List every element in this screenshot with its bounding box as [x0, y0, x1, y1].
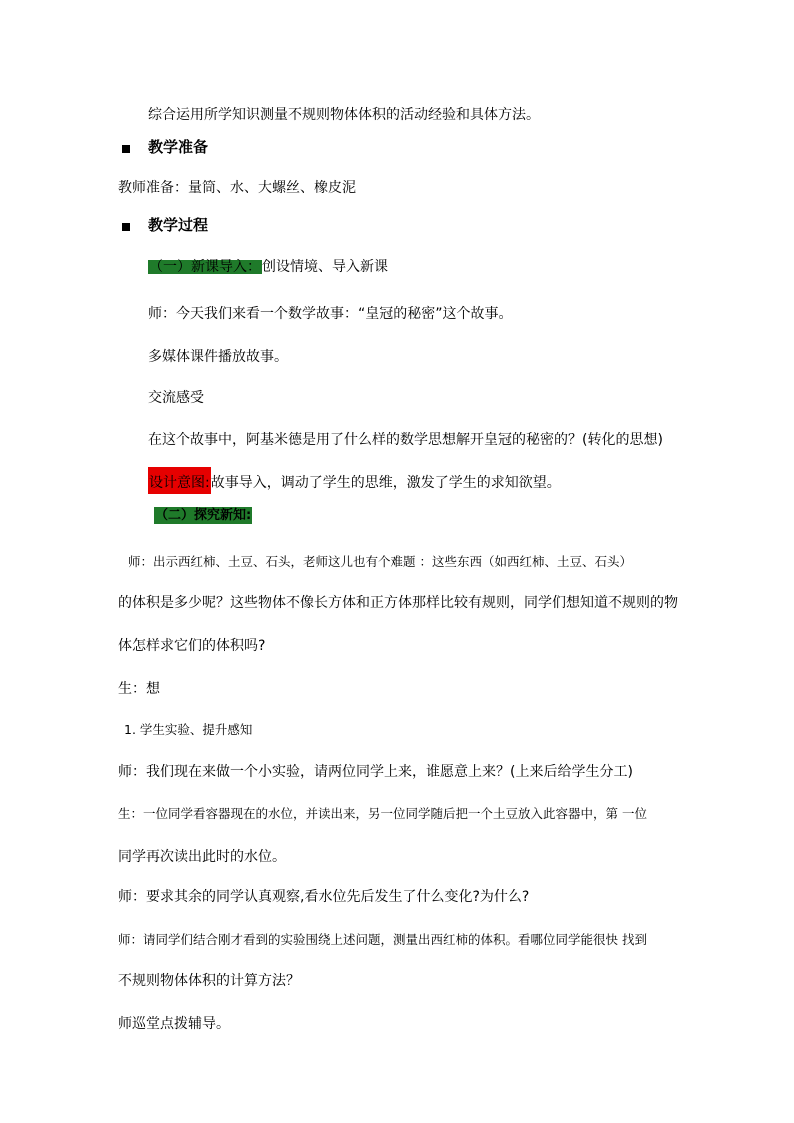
volume-question-line: 的体积是多少呢？这些物体不像长方体和正方体那样比较有规则，同学们想知道不规则的物 — [118, 595, 678, 611]
design-intent-line — [148, 467, 561, 494]
heading-teaching-preparation: 教学准备 — [148, 138, 209, 156]
multimedia-line: 多媒体课件播放故事。 — [148, 349, 288, 365]
section-two-line — [154, 507, 252, 524]
question-line: 在这个故事中，阿基米德是用了什么样的数学思想解开皇冠的秘密的？(转化的思想) — [148, 432, 663, 448]
objective-line: 综合运用所学知识测量不规则物体体积的活动经验和具体方法。 — [148, 107, 540, 123]
teacher-preparation-line: 教师准备：量筒、水、大螺丝、橡皮泥 — [118, 180, 356, 196]
method-question-line: 不规则物体体积的计算方法？ — [118, 973, 300, 989]
teacher-story-line: 师：今天我们来看一个数学故事：“皇冠的秘密”这个故事。 — [148, 306, 513, 322]
share-feelings-line: 交流感受 — [148, 390, 204, 406]
teacher-observe-line: 师：要求其余的同学认真观察,看水位先后发生了什么变化?为什么? — [118, 889, 530, 905]
square-bullet-icon — [122, 145, 130, 153]
how-question-line: 体怎样求它们的体积吗? — [118, 638, 266, 654]
section-one-label: （一）新课导入： — [149, 259, 261, 275]
design-intent-label: 设计意图: — [148, 467, 211, 494]
teacher-guide-line: 师巡堂点拨辅导。 — [118, 1016, 230, 1032]
student-task-line: 生：一位同学看容器现在的水位，并读出来，另一位同学随后把一个土豆放入此容器中，第 一位 — [118, 806, 647, 821]
section-two-label: （二）探究新知: — [155, 508, 252, 523]
teacher-experiment-line: 师：我们现在来做一个小实验，请两位同学上来，谁愿意上来？(上来后给学生分工) — [118, 764, 633, 780]
teacher-show-line: 师：出示西红柿、土豆、石头，老师这儿也有个难题 ：这些东西（如西红柿、土豆、石头） — [128, 554, 632, 569]
student-answer-line: 生：想 — [118, 681, 160, 697]
teacher-combine-line: 师：请同学们结合刚才看到的实验围绕上述问题，测量出西红柿的体积。看哪位同学能很快 找到 — [118, 932, 647, 947]
reread-line: 同学再次读出此时的水位。 — [118, 849, 286, 865]
list-item-experiment: 1. 学生实验、提升感知 — [124, 722, 253, 737]
section-one-text: 创设情境、导入新课 — [262, 259, 388, 275]
section-one-line — [148, 260, 388, 274]
heading-teaching-process: 教学过程 — [148, 216, 209, 234]
square-bullet-icon — [122, 223, 130, 231]
design-intent-text: 故事导入，调动了学生的思维，激发了学生的求知欲望。 — [210, 475, 561, 491]
